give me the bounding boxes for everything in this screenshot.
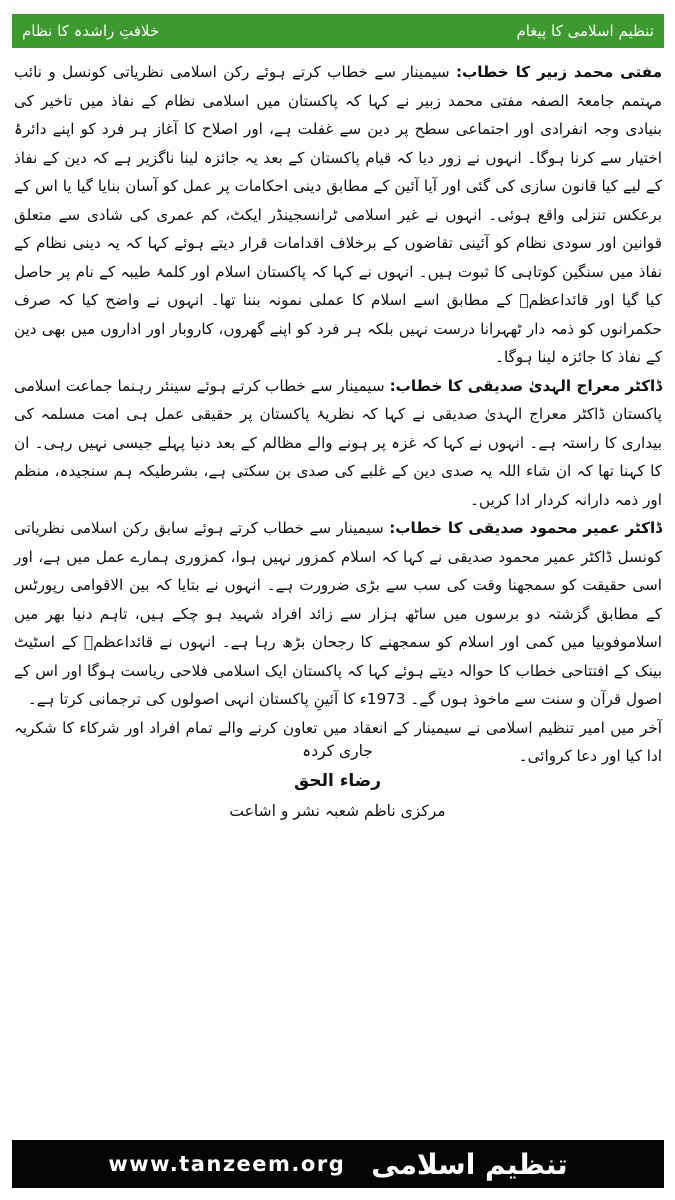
header-left-title: خلافتِ راشدہ کا نظام	[22, 22, 160, 40]
website-link[interactable]: www.tanzeem.org	[108, 1152, 346, 1176]
closing-paragraph: آخر میں امیر تنظیم اسلامی نے سیمینار کے انعقاد میں تعاون کرنے والے تمام افراد اور شرکاء کا شکریہ ادا کیا اور دعا کروائی۔	[14, 718, 662, 765]
paragraph-umair-mahmood	[14, 514, 662, 714]
signatory-name: رضاء الحق	[294, 771, 381, 791]
article-body	[14, 58, 662, 771]
signature-block	[0, 736, 675, 826]
tanzeem-logo: تنظیم اسلامی	[371, 1147, 568, 1181]
paragraph-meraj-ul-huda	[14, 372, 662, 515]
header-right-title: تنظیم اسلامی کا پیغام	[516, 22, 654, 40]
speaker-label: ڈاکٹر معراج الہدیٰ صدیقی کا خطاب:	[389, 376, 662, 395]
footer-bar	[12, 1140, 664, 1188]
header-bar	[12, 14, 664, 48]
speaker-label: ڈاکٹر عمیر محمود صدیقی کا خطاب:	[389, 519, 662, 537]
issued-by-label: جاری کردہ	[302, 742, 373, 760]
paragraph-text: سیمینار سے خطاب کرتے ہوئے سینئر رہنما جماعت اسلامی پاکستان ڈاکٹر معراج الہدیٰ صدیقی نے کہا کہ نظریۂ پاکستان پر حقیقی عمل ہی امت مسلمہ کی بیداری کا راستہ ہے۔ انہوں نے کہا کہ غزہ پر ہونے والے مظالم کے بعد دنیا پہلے جیسی نہیں رہی۔ ان کا کہنا تھا کہ ان شاء اللہ یہ صدی دین کے غلبے کی صدی بن سکتی ہے، بشرطیکہ ہم سنجیدہ، منظم اور ذمہ دارانہ کردار ادا کریں۔	[14, 376, 662, 509]
paragraph-text: سیمینار سے خطاب کرتے ہوئے سابق رکن اسلامی نظریاتی کونسل ڈاکٹر عمیر محمود صدیقی نے کہا کہ اسلام کمزور نہیں ہوا، کمزوری ہمارے عمل میں ہے، اور اسی حقیقت کو سمجھنا وقت کی سب سے بڑی ضرورت ہے۔ انہوں نے بتایا کہ بین الاقوامی رپورٹس کے مطابق گزشتہ دو برسوں میں ساٹھ ہزار سے زائد افراد شہید ہو چکے ہیں، تاہم دنیا بھر میں اسلاموفوبیا میں کمی اور اسلام کو سمجھنے کا رجحان بڑھ رہا ہے۔ انہوں نے قائداعظمؒ کے اسٹیٹ بینک کے افتتاحی خطاب کا حوالہ دیتے ہوئے کہا کہ پاکستان ایک اسلامی فلاحی ریاست ہوگا اور اس کے اصول قرآن و سنت سے ماخوذ ہوں گے۔ 1973ء کا آئینِ پاکستان انہی اصولوں کی ترجمانی کرتا ہے۔	[14, 519, 662, 708]
paragraph-text: سیمینار سے خطاب کرتے ہوئے رکن اسلامی نظریاتی کونسل و نائب مہتمم جامعۃ الصفہ مفتی محمد زبیر نے کہا کہ پاکستان میں اسلامی نظام کے نفاذ میں تاخیر کی بنیادی وجہ انفرادی اور اجتماعی سطح پر دین سے غفلت ہے، اور اصلاح کا آغاز ہر فرد کو اپنے دائرۂ اختیار سے کرنا ہوگا۔ انہوں نے زور دیا کہ قیام پاکستان کے بعد یہ جائزہ لینا ناگزیر ہے کہ دین کے نفاذ کے لیے کیا قانون سازی کی گئی اور آیا آئین کے مطابق دینی احکامات پر عمل کو آسان بنایا گیا یا اس کے برعکس تنزلی واقع ہوئی۔ انہوں نے غیر اسلامی ٹرانسجینڈر ایکٹ، کم عمری کی شادی سے متعلق قوانین اور سودی نظام کو آئینی تقاضوں کے برخلاف اقدامات قرار دیتے ہوئے کہا کہ یہ دینی نظام کے نفاذ میں سنگین کوتاہی کا ثبوت ہیں۔ انہوں نے کہا کہ پاکستان اسلام اور کلمۂ طیبہ کے نام پر حاصل کیا گیا اور قائداعظمؒ کے مطابق اسے اسلام کا عملی نمونہ بننا تھا۔ انہوں نے واضح کیا کہ صرف حکمرانوں کو ذمہ دار ٹھہرانا درست نہیں بلکہ ہر فرد کو اپنے گھروں، کاروبار اور اداروں میں بھی دین کے نفاذ کا جائزہ لینا ہوگا۔	[14, 63, 662, 366]
signatory-title: مرکزی ناظم شعبہ نشر و اشاعت	[229, 802, 446, 820]
speaker-label: مفتی محمد زبیر کا خطاب:	[455, 63, 662, 81]
paragraph-mufti-zubair	[14, 58, 662, 372]
